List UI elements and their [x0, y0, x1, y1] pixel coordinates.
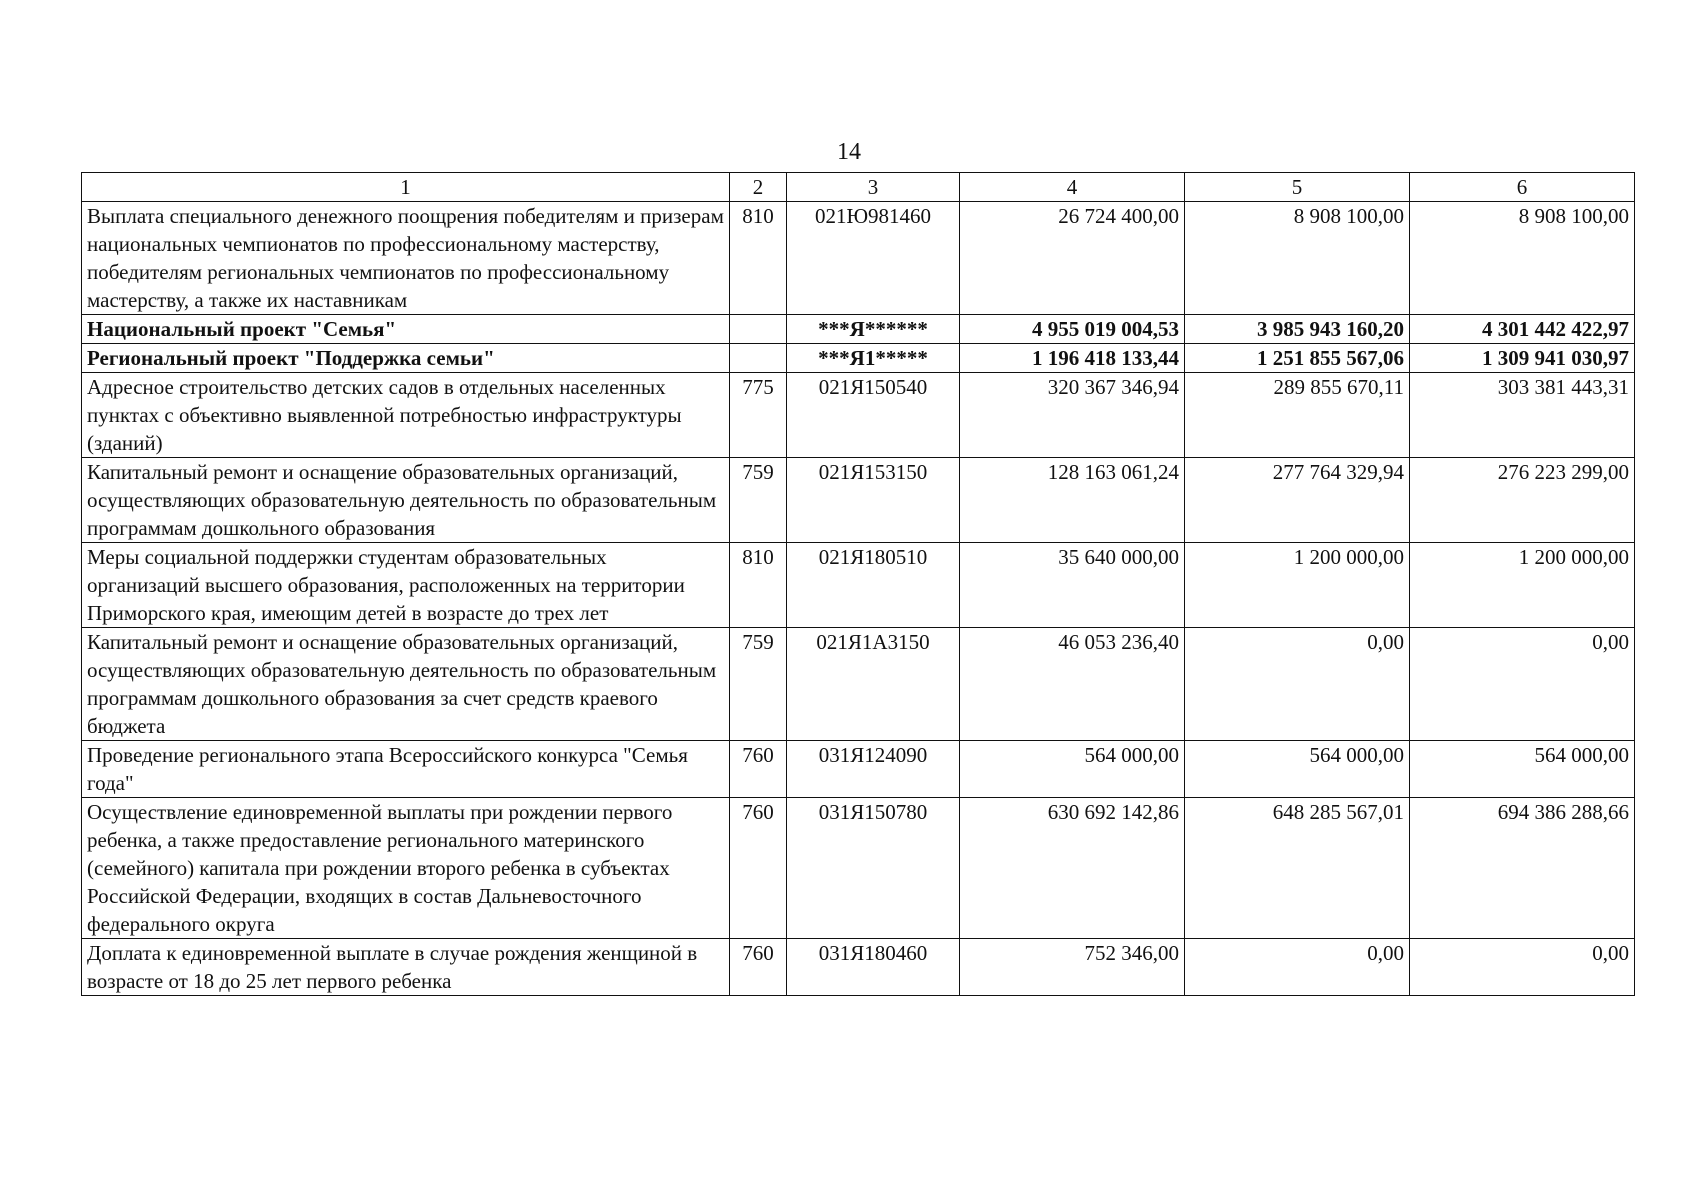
row-code: 021Я153150 — [787, 458, 960, 543]
column-header-4: 4 — [960, 173, 1185, 202]
row-name: Капитальный ремонт и оснащение образовательных организаций, осуществляющих образовательную деятельность по образовательным программам дошкольного образования — [82, 458, 730, 543]
row-col2: 775 — [730, 373, 787, 458]
row-col2: 759 — [730, 628, 787, 741]
row-value-4: 4 955 019 004,53 — [960, 315, 1185, 344]
table-row — [82, 202, 1635, 315]
row-col2: 810 — [730, 543, 787, 628]
row-col2: 760 — [730, 798, 787, 939]
row-name: Национальный проект "Семья" — [82, 315, 730, 344]
column-header-3: 3 — [787, 173, 960, 202]
row-code: ***Я****** — [787, 315, 960, 344]
row-name: Меры социальной поддержки студентам образовательных организаций высшего образования, расположенных на территории Приморского края, имеющим детей в возрасте до трех лет — [82, 543, 730, 628]
row-value-6: 303 381 443,31 — [1410, 373, 1635, 458]
table-row — [82, 628, 1635, 741]
row-value-6: 694 386 288,66 — [1410, 798, 1635, 939]
row-value-6: 0,00 — [1410, 939, 1635, 996]
row-name: Осуществление единовременной выплаты при рождении первого ребенка, а также предоставление регионального материнского (семейного) капитала при рождении второго ребенка в субъектах Российской Федерации, входящих в состав Дальневосточного федерального округа — [82, 798, 730, 939]
row-col2: 759 — [730, 458, 787, 543]
row-col2: 760 — [730, 741, 787, 798]
row-value-5: 564 000,00 — [1185, 741, 1410, 798]
row-col2: 760 — [730, 939, 787, 996]
column-header-1: 1 — [82, 173, 730, 202]
row-value-4: 1 196 418 133,44 — [960, 344, 1185, 373]
row-value-4: 26 724 400,00 — [960, 202, 1185, 315]
row-col2 — [730, 315, 787, 344]
column-header-2: 2 — [730, 173, 787, 202]
budget-table — [81, 172, 1635, 996]
row-value-4: 35 640 000,00 — [960, 543, 1185, 628]
row-value-4: 752 346,00 — [960, 939, 1185, 996]
table-row — [82, 798, 1635, 939]
row-value-5: 0,00 — [1185, 628, 1410, 741]
row-value-6: 276 223 299,00 — [1410, 458, 1635, 543]
row-value-5: 3 985 943 160,20 — [1185, 315, 1410, 344]
row-name: Региональный проект "Поддержка семьи" — [82, 344, 730, 373]
row-code: 021Я180510 — [787, 543, 960, 628]
row-value-6: 4 301 442 422,97 — [1410, 315, 1635, 344]
row-value-6: 0,00 — [1410, 628, 1635, 741]
row-name: Проведение регионального этапа Всероссийского конкурса "Семья года" — [82, 741, 730, 798]
row-code: 031Я150780 — [787, 798, 960, 939]
table-row — [82, 939, 1635, 996]
row-code: 031Я180460 — [787, 939, 960, 996]
row-code: 021Ю981460 — [787, 202, 960, 315]
row-value-5: 1 200 000,00 — [1185, 543, 1410, 628]
row-value-5: 648 285 567,01 — [1185, 798, 1410, 939]
row-value-4: 630 692 142,86 — [960, 798, 1185, 939]
row-code: 031Я124090 — [787, 741, 960, 798]
row-value-4: 46 053 236,40 — [960, 628, 1185, 741]
row-code: 021Я1А3150 — [787, 628, 960, 741]
row-code: 021Я150540 — [787, 373, 960, 458]
column-header-6: 6 — [1410, 173, 1635, 202]
row-value-6: 8 908 100,00 — [1410, 202, 1635, 315]
row-code: ***Я1***** — [787, 344, 960, 373]
row-value-5: 8 908 100,00 — [1185, 202, 1410, 315]
row-value-4: 128 163 061,24 — [960, 458, 1185, 543]
row-name: Капитальный ремонт и оснащение образовательных организаций, осуществляющих образовательную деятельность по образовательным программам дошкольного образования за счет средств краевого бюджета — [82, 628, 730, 741]
row-value-5: 0,00 — [1185, 939, 1410, 996]
row-col2 — [730, 344, 787, 373]
row-col2: 810 — [730, 202, 787, 315]
column-header-5: 5 — [1185, 173, 1410, 202]
row-name: Доплата к единовременной выплате в случае рождения женщиной в возрасте от 18 до 25 лет первого ребенка — [82, 939, 730, 996]
row-name: Адресное строительство детских садов в отдельных населенных пунктах с объективно выявленной потребностью инфраструктуры (зданий) — [82, 373, 730, 458]
row-name: Выплата специального денежного поощрения победителям и призерам национальных чемпионатов по профессиональному мастерству, победителям региональных чемпионатов по профессиональному мастерству, а также их наставникам — [82, 202, 730, 315]
row-value-4: 564 000,00 — [960, 741, 1185, 798]
table-row — [82, 543, 1635, 628]
table-row — [82, 373, 1635, 458]
row-value-6: 564 000,00 — [1410, 741, 1635, 798]
table-row-national-project — [82, 315, 1635, 344]
row-value-5: 1 251 855 567,06 — [1185, 344, 1410, 373]
row-value-5: 277 764 329,94 — [1185, 458, 1410, 543]
table-row — [82, 458, 1635, 543]
row-value-4: 320 367 346,94 — [960, 373, 1185, 458]
table-row-regional-project — [82, 344, 1635, 373]
row-value-5: 289 855 670,11 — [1185, 373, 1410, 458]
page-number: 14 — [837, 139, 861, 165]
row-value-6: 1 309 941 030,97 — [1410, 344, 1635, 373]
table-row — [82, 741, 1635, 798]
row-value-6: 1 200 000,00 — [1410, 543, 1635, 628]
header-row — [82, 173, 1635, 202]
